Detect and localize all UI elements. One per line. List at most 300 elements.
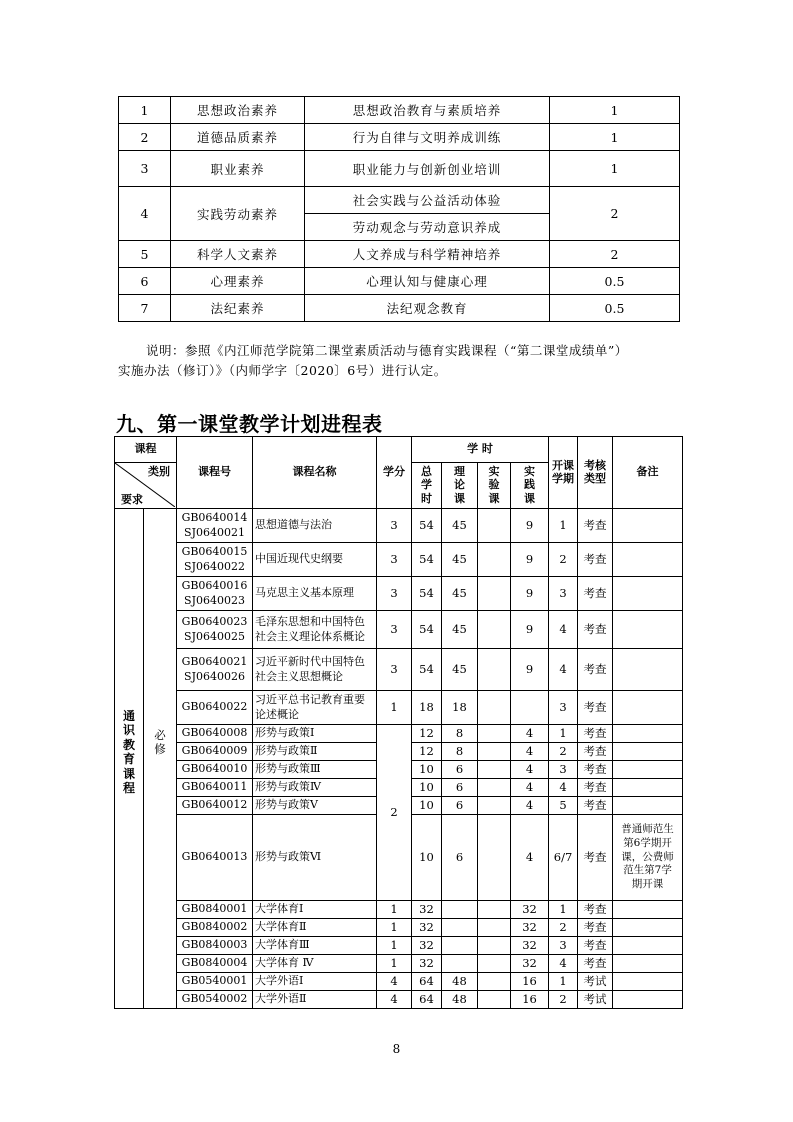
quality-content: 法纪观念教育 [305, 295, 550, 322]
table-row [119, 241, 680, 268]
cell-line: GB0840004 [181, 956, 248, 970]
course-code [177, 743, 253, 761]
course-code [177, 725, 253, 743]
quality-content: 职业能力与创新创业培训 [305, 151, 550, 187]
header-term-label: 开课学期 [552, 458, 575, 485]
quality-item: 科学人文素养 [171, 241, 305, 268]
remark [613, 509, 683, 543]
quality-item: 心理素养 [171, 268, 305, 295]
total-hours: 12 [412, 725, 442, 743]
table-body [115, 509, 683, 1009]
course-code [177, 691, 253, 725]
cell-line: GB0540002 [181, 992, 248, 1006]
exam-type: 考查 [578, 611, 613, 649]
theory-hours: 48 [442, 991, 478, 1009]
practice-hours: 32 [511, 937, 549, 955]
course-code [177, 815, 253, 901]
course-credit: 4 [377, 991, 412, 1009]
lab-hours [478, 725, 511, 743]
header-theory [442, 463, 478, 509]
practice-hours: 32 [511, 901, 549, 919]
term: 4 [549, 649, 578, 691]
theory-hours: 18 [442, 691, 478, 725]
practice-hours [511, 691, 549, 725]
lab-hours [478, 509, 511, 543]
theory-hours: 45 [442, 509, 478, 543]
course-code [177, 797, 253, 815]
quality-item: 法纪素养 [171, 295, 305, 322]
term: 1 [549, 509, 578, 543]
exam-type: 考查 [578, 691, 613, 725]
header-term [549, 437, 578, 509]
theory-hours [442, 901, 478, 919]
lab-hours [478, 919, 511, 937]
total-hours: 32 [412, 901, 442, 919]
cell-line: GB0640012 [181, 798, 248, 812]
header-hours: 学 时 [412, 437, 549, 463]
theory-hours: 45 [442, 649, 478, 691]
remark [613, 577, 683, 611]
total-hours: 64 [412, 973, 442, 991]
term: 2 [549, 991, 578, 1009]
practice-hours: 9 [511, 611, 549, 649]
header-remark: 备注 [613, 437, 683, 509]
course-credit: 1 [377, 955, 412, 973]
term: 6/7 [549, 815, 578, 901]
quality-item: 职业素养 [171, 151, 305, 187]
quality-content: 思想政治教育与素质培养 [305, 97, 550, 124]
term: 4 [549, 779, 578, 797]
cell-line: 大学体育 Ⅳ [255, 956, 314, 970]
practice-hours: 4 [511, 761, 549, 779]
lab-hours [478, 691, 511, 725]
exam-type: 考查 [578, 509, 613, 543]
cell-line: 形势与政策Ⅰ [255, 726, 315, 740]
lab-hours [478, 955, 511, 973]
practice-hours: 4 [511, 725, 549, 743]
practice-hours: 4 [511, 743, 549, 761]
table-row [115, 973, 683, 991]
table-row [115, 955, 683, 973]
course-code [177, 937, 253, 955]
exam-type: 考查 [578, 761, 613, 779]
cell-line: GB0840001 [181, 902, 248, 916]
header-row [115, 437, 683, 463]
cell-line: 社会主义思想概论 [255, 669, 343, 683]
row-number: 4 [119, 187, 171, 241]
quality-credit: 0.5 [550, 295, 680, 322]
cell-line: 社会主义理论体系概论 [255, 629, 365, 643]
exam-type: 考查 [578, 743, 613, 761]
exam-type: 考查 [578, 797, 613, 815]
quality-item: 思想政治素养 [171, 97, 305, 124]
practice-hours: 9 [511, 509, 549, 543]
exam-type: 考查 [578, 919, 613, 937]
cell-line: SJ0640023 [184, 593, 245, 607]
total-hours: 54 [412, 649, 442, 691]
course-credit: 3 [377, 577, 412, 611]
row-number: 6 [119, 268, 171, 295]
table-row [115, 919, 683, 937]
theory-hours [442, 955, 478, 973]
remark [613, 649, 683, 691]
section-heading: 九、第一课堂教学计划进程表 [116, 412, 383, 436]
cell-line: SJ0640021 [184, 525, 245, 539]
total-hours: 10 [412, 815, 442, 901]
term: 1 [549, 901, 578, 919]
quality-content: 行为自律与文明养成训练 [305, 124, 550, 151]
header-theory-label: 理论课 [454, 465, 465, 505]
course-name [253, 797, 377, 815]
course-code [177, 991, 253, 1009]
course-name [253, 919, 377, 937]
exam-type: 考查 [578, 725, 613, 743]
course-name [253, 691, 377, 725]
cell-line: 期开课 [631, 877, 664, 890]
theory-hours: 8 [442, 743, 478, 761]
course-code [177, 779, 253, 797]
cell-line: 马克思主义基本原理 [255, 586, 354, 600]
course-name [253, 937, 377, 955]
theory-hours: 6 [442, 779, 478, 797]
row-number: 2 [119, 124, 171, 151]
course-name [253, 761, 377, 779]
cell-line: 形势与政策Ⅳ [255, 780, 321, 794]
note-text: 说明：参照《内江师范学院第二课堂素质活动与德育实践课程（“第二课堂成绩单”） [146, 343, 628, 358]
term: 2 [549, 543, 578, 577]
cell-line: GB0640011 [181, 780, 248, 794]
requirement-cell [144, 509, 177, 1009]
course-credit: 1 [377, 691, 412, 725]
cell-line: 形势与政策Ⅵ [255, 850, 322, 864]
table-row [119, 295, 680, 322]
lab-hours [478, 973, 511, 991]
cell-line: 习近平新时代中国特色 [255, 654, 365, 668]
term: 2 [549, 919, 578, 937]
total-hours: 12 [412, 743, 442, 761]
cell-line: 形势与政策Ⅲ [255, 762, 321, 776]
quality-credit: 1 [550, 151, 680, 187]
term: 4 [549, 611, 578, 649]
header-lab [478, 463, 511, 509]
header-exam-label: 考核类型 [584, 458, 607, 485]
term: 1 [549, 973, 578, 991]
course-credit: 1 [377, 919, 412, 937]
header-practice [511, 463, 549, 509]
table-row [119, 151, 680, 187]
course-name [253, 509, 377, 543]
course-credit: 4 [377, 973, 412, 991]
course-code [177, 955, 253, 973]
course-name [253, 973, 377, 991]
cell-line: 中国近现代史纲要 [255, 552, 343, 566]
cell-line: SJ0640026 [184, 669, 245, 683]
table-row [115, 577, 683, 611]
course-name [253, 955, 377, 973]
course-name [253, 725, 377, 743]
theory-hours: 6 [442, 797, 478, 815]
table-row [115, 509, 683, 543]
quality-credit: 0.5 [550, 268, 680, 295]
cell-line: 形势与政策Ⅴ [255, 798, 318, 812]
teaching-plan-table [114, 436, 683, 1009]
cell-line: GB0640009 [181, 744, 248, 758]
practice-hours: 9 [511, 543, 549, 577]
course-credit: 1 [377, 901, 412, 919]
remark [613, 919, 683, 937]
cell-line: 论述概论 [255, 707, 299, 721]
remark [613, 901, 683, 919]
course-credit: 3 [377, 509, 412, 543]
table-row [119, 187, 680, 214]
total-hours: 54 [412, 611, 442, 649]
cell-line: GB0640015 [181, 544, 248, 558]
practice-hours: 4 [511, 797, 549, 815]
total-hours: 32 [412, 955, 442, 973]
practice-hours: 9 [511, 649, 549, 691]
requirement-label: 必修 [154, 728, 166, 756]
theory-hours: 45 [442, 577, 478, 611]
cell-line: 大学外语Ⅰ [255, 974, 304, 988]
course-credit: 1 [377, 937, 412, 955]
quality-content: 劳动观念与劳动意识养成 [305, 214, 550, 241]
exam-type: 考查 [578, 543, 613, 577]
header-name: 课程名称 [253, 437, 377, 509]
total-hours: 32 [412, 937, 442, 955]
row-number: 5 [119, 241, 171, 268]
header-total [412, 463, 442, 509]
theory-hours: 48 [442, 973, 478, 991]
theory-hours [442, 919, 478, 937]
total-hours: 54 [412, 543, 442, 577]
cell-line: 范生第7学 [623, 864, 672, 877]
cell-line: GB0640010 [181, 762, 248, 776]
total-hours: 32 [412, 919, 442, 937]
quality-content: 人文养成与科学精神培养 [305, 241, 550, 268]
cell-line: GB0640023 [181, 614, 248, 628]
course-code [177, 919, 253, 937]
course-code [177, 901, 253, 919]
table-row [115, 901, 683, 919]
cell-line: 大学体育Ⅱ [255, 920, 307, 934]
theory-hours [442, 937, 478, 955]
row-number: 7 [119, 295, 171, 322]
category-label: 通识教育课程 [123, 709, 136, 795]
total-hours: 10 [412, 797, 442, 815]
quality-credit: 2 [550, 241, 680, 268]
exam-type: 考查 [578, 577, 613, 611]
table-row [119, 268, 680, 295]
remark [613, 973, 683, 991]
lab-hours [478, 937, 511, 955]
lab-hours [478, 797, 511, 815]
term: 1 [549, 725, 578, 743]
remark [613, 779, 683, 797]
course-code [177, 577, 253, 611]
course-name [253, 815, 377, 901]
table-row [115, 725, 683, 743]
cell-line: GB0840003 [181, 938, 248, 952]
course-name [253, 649, 377, 691]
remark [613, 991, 683, 1009]
lab-hours [478, 577, 511, 611]
header-lab-label: 实验课 [488, 465, 500, 505]
total-hours: 54 [412, 509, 442, 543]
total-hours: 18 [412, 691, 442, 725]
header-practice-label: 实践课 [524, 465, 536, 505]
practice-hours: 4 [511, 779, 549, 797]
table-row [115, 649, 683, 691]
cell-line: 思想道德与法治 [255, 518, 332, 532]
course-name [253, 901, 377, 919]
term: 3 [549, 577, 578, 611]
category-cell [115, 509, 144, 1009]
cell-line: 第6学期开 [623, 837, 672, 850]
exam-type: 考查 [578, 815, 613, 901]
course-credit: 3 [377, 611, 412, 649]
theory-hours: 8 [442, 725, 478, 743]
course-name [253, 543, 377, 577]
course-code [177, 761, 253, 779]
cell-line: GB0640021 [181, 654, 248, 668]
table-row [119, 124, 680, 151]
quality-credit: 1 [550, 97, 680, 124]
quality-content: 社会实践与公益活动体验 [305, 187, 550, 214]
lab-hours [478, 901, 511, 919]
exam-type: 考试 [578, 973, 613, 991]
remark [613, 761, 683, 779]
header-code: 课程号 [177, 437, 253, 509]
cell-line: 大学体育Ⅰ [255, 902, 304, 916]
lab-hours [478, 543, 511, 577]
remark [613, 543, 683, 577]
quality-item: 道德品质素养 [171, 124, 305, 151]
practice-hours: 32 [511, 955, 549, 973]
remark [613, 743, 683, 761]
row-number: 3 [119, 151, 171, 187]
quality-credit: 2 [550, 187, 680, 241]
cell-line: GB0640013 [181, 850, 248, 864]
term: 3 [549, 691, 578, 725]
lab-hours [478, 649, 511, 691]
term: 3 [549, 937, 578, 955]
course-code [177, 509, 253, 543]
header-exam [578, 437, 613, 509]
header-req-cat [115, 463, 177, 509]
course-code [177, 649, 253, 691]
exam-type: 考查 [578, 937, 613, 955]
remark [613, 937, 683, 955]
page-number: 8 [392, 1042, 401, 1056]
remark [613, 725, 683, 743]
shared-credit: 2 [377, 725, 412, 901]
cell-line: 毛泽东思想和中国特色 [255, 614, 365, 628]
lab-hours [478, 611, 511, 649]
total-hours: 54 [412, 577, 442, 611]
course-code [177, 543, 253, 577]
practice-hours: 9 [511, 577, 549, 611]
theory-hours: 6 [442, 761, 478, 779]
row-number: 1 [119, 97, 171, 124]
course-name [253, 743, 377, 761]
header-total-label: 总学时 [421, 465, 432, 505]
theory-hours: 45 [442, 611, 478, 649]
term: 2 [549, 743, 578, 761]
remark [613, 815, 683, 901]
course-credit: 3 [377, 649, 412, 691]
cell-line: SJ0640022 [184, 559, 245, 573]
cell-line: 大学体育Ⅲ [255, 938, 310, 952]
cell-line: GB0640014 [181, 510, 248, 524]
course-name [253, 611, 377, 649]
exam-type: 考试 [578, 991, 613, 1009]
total-hours: 64 [412, 991, 442, 1009]
practice-hours: 4 [511, 815, 549, 901]
practice-hours: 16 [511, 973, 549, 991]
lab-hours [478, 779, 511, 797]
quality-content: 心理认知与健康心理 [305, 268, 550, 295]
exam-type: 考查 [578, 901, 613, 919]
lab-hours [478, 743, 511, 761]
remark [613, 691, 683, 725]
total-hours: 10 [412, 779, 442, 797]
table-row [119, 97, 680, 124]
lab-hours [478, 991, 511, 1009]
cell-line: 大学外语Ⅱ [255, 992, 307, 1006]
lab-hours [478, 761, 511, 779]
cell-line: 习近平总书记教育重要 [255, 692, 365, 706]
practice-hours: 16 [511, 991, 549, 1009]
theory-hours: 6 [442, 815, 478, 901]
cell-line: GB0640008 [181, 726, 248, 740]
cell-line: 形势与政策Ⅱ [255, 744, 318, 758]
table-row [115, 611, 683, 649]
exam-type: 考查 [578, 955, 613, 973]
header-requirement: 要求 [121, 492, 143, 506]
remark [613, 797, 683, 815]
total-hours: 10 [412, 761, 442, 779]
header-category: 类别 [148, 465, 170, 478]
term: 5 [549, 797, 578, 815]
exam-type: 考查 [578, 779, 613, 797]
term: 3 [549, 761, 578, 779]
exam-type: 考查 [578, 649, 613, 691]
note-text-continued: 实施办法（修订）》（内师学字〔2020〕6号）进行认定。 [118, 363, 447, 378]
lab-hours [478, 815, 511, 901]
course-name [253, 577, 377, 611]
quality-credit-table [118, 96, 680, 322]
cell-line: GB0840002 [181, 920, 248, 934]
cell-line: SJ0640025 [184, 629, 245, 643]
cell-line: 普通师范生 [621, 823, 674, 836]
table-row [115, 543, 683, 577]
practice-hours: 32 [511, 919, 549, 937]
course-code [177, 611, 253, 649]
remark [613, 611, 683, 649]
header-credit: 学分 [377, 437, 412, 509]
table-row [115, 937, 683, 955]
cell-line: GB0640016 [181, 578, 248, 592]
theory-hours: 45 [442, 543, 478, 577]
table-row [115, 991, 683, 1009]
header-course: 课程 [115, 437, 177, 463]
cell-line: GB0540001 [181, 974, 248, 988]
term: 4 [549, 955, 578, 973]
quality-credit: 1 [550, 124, 680, 151]
course-name [253, 991, 377, 1009]
table-row [115, 691, 683, 725]
course-name [253, 779, 377, 797]
